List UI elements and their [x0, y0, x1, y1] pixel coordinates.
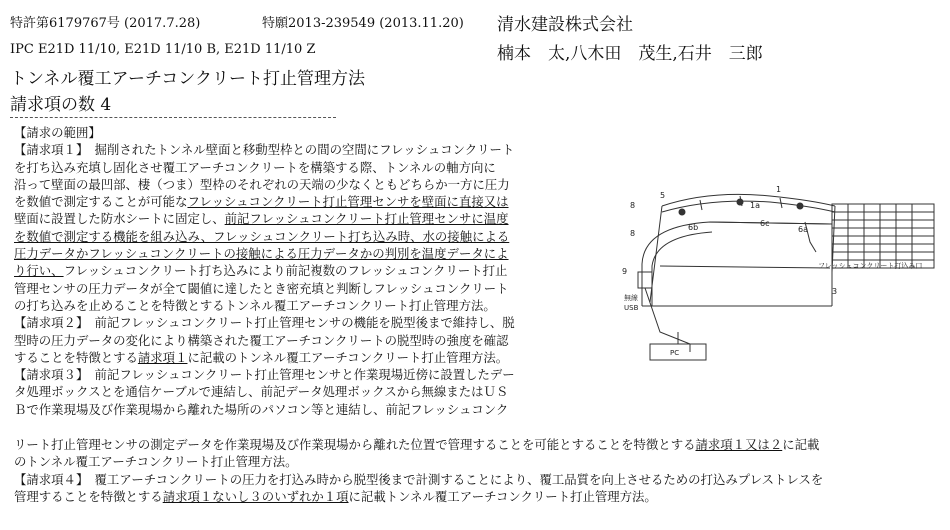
claim-underlined-text: を数値で測定する機能を組み込み、フレッシュコンクリート打ち込み時、水の接触による: [14, 228, 510, 244]
patent-title: トンネル覆工アーチコンクリート打止管理方法: [10, 69, 365, 89]
fig-label: 9: [622, 267, 628, 276]
claim-text: に記載: [782, 437, 820, 452]
claim-text: 管理することを特徴とする: [14, 488, 163, 504]
fig-label: 6b: [688, 223, 699, 232]
claim-text: Ｂで作業現場及び作業現場から離れた場所のパソコン等と連結し、前記フレッシュコンク: [14, 401, 509, 417]
applicant-company: 清水建設株式会社: [497, 15, 633, 35]
patent-drawing: [600, 182, 940, 372]
claim-text: 壁面に設置した防水シートに固定し、: [14, 211, 225, 227]
claim-text: 型時の圧力データの変化により構築された覆工アーチコンクリートの脱型時の強度を確認: [14, 332, 509, 348]
claims-continuation: [14, 436, 823, 505]
inventors: 楠本 太,八木田 茂生,石井 三郎: [497, 44, 763, 64]
claim-underlined-text: 前記フレッシュコンクリート打止管理センサに温度: [224, 211, 509, 227]
claim-line: [14, 349, 515, 366]
claim-line: [14, 159, 515, 176]
arch-formwork: [642, 222, 832, 306]
fig-label-usb: USB: [624, 304, 639, 312]
claim-line: [14, 453, 823, 470]
claim-text: 【請求項３】 前記フレッシュコンクリート打止管理センサと作業現場近傍に設置したデー: [14, 367, 515, 383]
fig-label-pour-port: フレッシュコンクリート打込み口: [818, 262, 923, 270]
ipc-classification: IPC E21D 11/10, E21D 11/10 B, E21D 11/10 Z: [10, 42, 316, 57]
fig-label: 3: [832, 287, 838, 296]
claim-text: することを特徴とする: [14, 349, 138, 365]
claim-line: [14, 471, 823, 488]
claim-line: [14, 228, 515, 245]
claim-line: [14, 401, 515, 418]
claim-text: 沿って壁面の最凹部、棲（つま）型枠のそれぞれの天端の少なくともどちらか一方に圧力: [14, 176, 510, 192]
claim-line: [14, 141, 515, 158]
formwork-grid: [832, 204, 934, 268]
fig-label: 6c: [760, 219, 770, 228]
claim-line: [14, 366, 515, 383]
claim-text: フレッシュコンクリート打ち込みにより前記複数のフレッシュコンクリート打止: [63, 263, 508, 279]
claim-reference: 請求項１ないし３のいずれか１項: [162, 488, 349, 504]
data-box: [638, 272, 690, 352]
claims-heading: 【請求の範囲】: [14, 125, 101, 140]
claim-reference: 請求項１又は２: [695, 437, 783, 452]
claims-section: [14, 124, 515, 418]
claim-text: タ処理ボックスとを通信ケーブルで連結し、前記データ処理ボックスから無線またはＵＳ: [14, 384, 509, 400]
claim-reference: 請求項１: [137, 349, 188, 365]
claim-underlined-text: り行い、: [14, 263, 64, 279]
claim-text: 【請求項２】 前記フレッシュコンクリート打止管理センサの機能を脱型後まで維持し、脱: [14, 315, 515, 331]
claims-count: 請求項の数 4: [10, 95, 112, 115]
claim-text: の打ち込みを止めることを特徴とするトンネル覆工アーチコンクリート打止管理方法。: [14, 297, 496, 313]
application-number: 特願2013-239549 (2013.11.20): [262, 16, 464, 31]
tunnel-wall: [650, 194, 838, 302]
claim-text: 【請求項４】 覆工アーチコンクリートの圧力を打込み時から脱型後まで計測することにより、覆工品質を向上させるための打込みプレストレスを: [14, 471, 824, 487]
claim-text: リート打止管理センサの測定データを作業現場及び作業現場から離れた位置で管理することを可能とすることを特徴とする: [14, 437, 696, 452]
claim-line: [14, 332, 515, 349]
claim-line: [14, 245, 515, 262]
divider-line: [10, 117, 336, 118]
claim-text: に記載トンネル覆工アーチコンクリート打止管理方法。: [348, 488, 657, 504]
claim-line: [14, 176, 515, 193]
claim-underlined-text: 圧力データかフレッシュコンクリートの接触による圧力データかの判別を温度データによ: [14, 246, 509, 262]
claim-line: [14, 262, 515, 279]
claim-line: [14, 436, 823, 453]
fig-label: 1a: [750, 201, 760, 210]
claim-line: [14, 280, 515, 297]
claim-underlined-text: フレッシュコンクリート打止管理センサを壁面に直接又は: [187, 194, 509, 210]
fig-label-pc: PC: [670, 349, 680, 357]
claim-text: を打ち込み充填し固化させ覆工アーチコンクリートを構築する際、トンネルの軸方向に: [14, 159, 496, 175]
fig-label: 5: [660, 191, 666, 200]
claim-line: [14, 193, 515, 210]
claim-line: [14, 210, 515, 227]
fig-label: 8: [630, 229, 636, 238]
sensors: [679, 199, 803, 215]
claim-text: 【請求項１】 掘削されたトンネル壁面と移動型枠との間の空間にフレッシュコンクリート: [14, 142, 515, 158]
claim-text: を数値で測定することが可能な: [14, 194, 188, 210]
claim-text: のトンネル覆工アーチコンクリート打止管理方法。: [14, 454, 298, 470]
fig-label: 8: [630, 201, 636, 210]
patent-number: 特許第6179767号 (2017.7.28): [10, 16, 201, 31]
claim-line: [14, 297, 515, 314]
claim-line: [14, 383, 515, 400]
claim-line: [14, 488, 823, 505]
fig-label: 6a: [798, 225, 808, 234]
claim-text: 管理センサの圧力データが全て閾値に達したとき密充填と判断しフレッシュコンクリート: [14, 280, 509, 296]
claim-text: に記載のトンネル覆工アーチコンクリート打止管理方法。: [187, 349, 509, 365]
fig-label-wireless: 無線: [624, 294, 638, 302]
fig-label: 1: [776, 185, 782, 194]
claim-line: [14, 314, 515, 331]
